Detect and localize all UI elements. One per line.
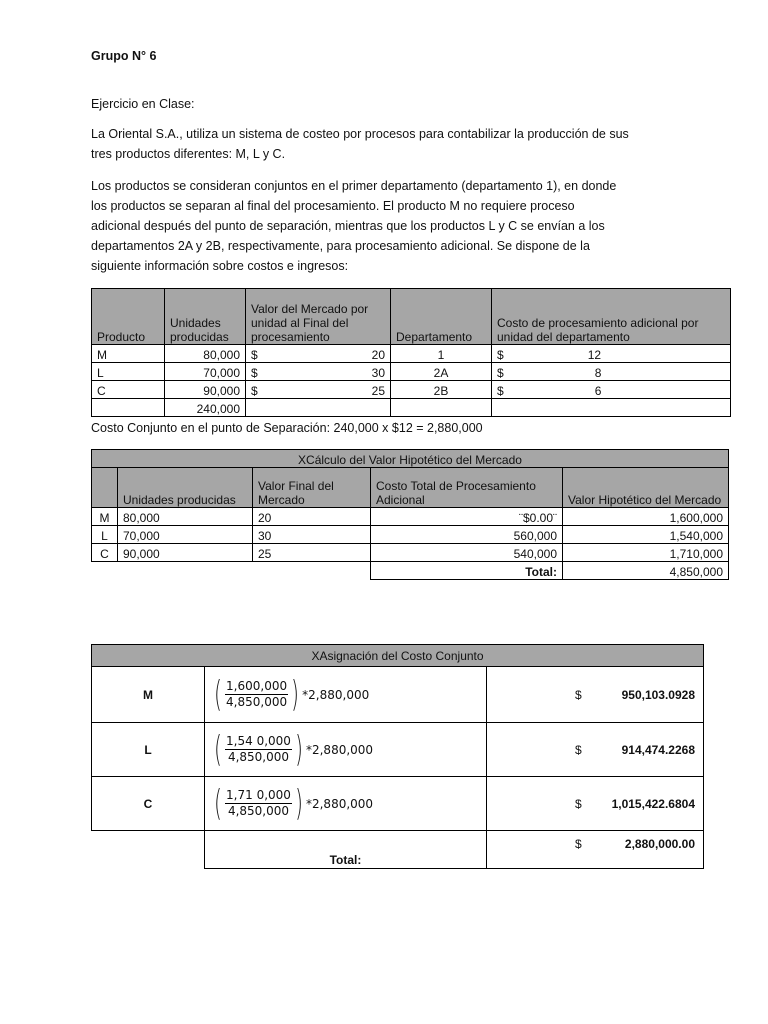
cell-valor-final: 20 — [253, 508, 371, 526]
cell-allocated — [487, 723, 704, 777]
denominator: 4,850,000 — [226, 695, 288, 709]
cell-costo — [492, 363, 731, 381]
numerator: 1,54 0,000 — [226, 734, 291, 748]
allocation-formula — [211, 728, 374, 770]
allocated-amount: 950,103.0928 — [621, 687, 695, 702]
total-value: 4,850,000 — [563, 562, 729, 580]
table-header-row — [92, 289, 731, 345]
right-paren: ) — [295, 782, 303, 824]
cell-unidades: 70,000 — [165, 363, 246, 381]
allocated-amount: 1,015,422.6804 — [611, 796, 695, 811]
cell-allocated — [487, 777, 704, 831]
currency-symbol: $ — [575, 742, 582, 757]
cell-formula — [205, 667, 487, 723]
cell-valor — [246, 381, 391, 399]
cell-allocated — [487, 667, 704, 723]
fraction — [225, 734, 292, 765]
header-costo-adicional: Costo de procesamiento adicional por unidad del departamento — [492, 289, 731, 345]
table-row — [92, 667, 704, 723]
header-valor-hipotetico: Valor Hipotético del Mercado — [563, 468, 729, 508]
cell-costo-total: 540,000 — [371, 544, 563, 562]
cell-producto: C — [92, 381, 165, 399]
header-departamento: Departamento — [391, 289, 492, 345]
allocated-amount: 914,474.2268 — [621, 742, 695, 757]
description-line: adicional después del punto de separación, mientras que los productos L y C se envían a los — [91, 219, 605, 233]
empty-cell — [492, 399, 731, 417]
cell-producto: M — [92, 508, 118, 526]
table-row — [92, 363, 731, 381]
cell-valor-hipotetico: 1,540,000 — [563, 526, 729, 544]
cell-valor-final: 30 — [253, 526, 371, 544]
document-heading: Grupo N° 6 — [91, 49, 157, 63]
total-label: Total: — [205, 831, 487, 869]
numerator: 1,71 0,000 — [226, 788, 291, 802]
currency-symbol: $ — [251, 348, 258, 362]
description-paragraph — [91, 176, 616, 276]
empty-cell — [92, 399, 165, 417]
total-label: Total: — [371, 562, 563, 580]
table-title-row — [92, 645, 704, 667]
cell-valor — [246, 363, 391, 381]
multiplier: *2,880,000 — [305, 796, 374, 811]
costo-amount: 12 — [587, 348, 602, 362]
exercise-heading: Ejercicio en Clase: — [91, 97, 195, 111]
joint-cost-line: Costo Conjunto en el punto de Separación: 240,000 x $12 = 2,880,000 — [91, 421, 483, 435]
cell-formula — [205, 723, 487, 777]
description-line: Los productos se consideran conjuntos en el primer departamento (departamento 1), en donde — [91, 179, 617, 193]
empty-cell — [92, 468, 118, 508]
header-valor-final: Valor Final del Mercado — [253, 468, 371, 508]
right-paren: ) — [291, 673, 300, 715]
cell-unidades: 80,000 — [118, 508, 253, 526]
cell-unidades: 90,000 — [118, 544, 253, 562]
cell-formula — [205, 777, 487, 831]
cell-valor-hipotetico: 1,600,000 — [563, 508, 729, 526]
table-row — [92, 508, 729, 526]
header-valor-mercado: Valor del Mercado por unidad al Final del procesamiento — [246, 289, 391, 345]
right-paren: ) — [295, 728, 303, 770]
intro-line: tres productos diferentes: M, L y C. — [91, 147, 286, 161]
cell-producto: C — [92, 777, 205, 831]
hypothetical-market-value-table — [91, 449, 729, 580]
total-value: 2,880,000.00 — [624, 837, 695, 851]
currency-symbol: $ — [251, 366, 258, 380]
empty-cell — [92, 831, 205, 869]
table-total-row — [92, 399, 731, 417]
cell-costo-total: ¨$0.00¨ — [371, 508, 563, 526]
cell-departamento: 2A — [391, 363, 492, 381]
intro-paragraph — [91, 124, 629, 164]
valor-amount: 20 — [371, 348, 385, 362]
intro-line: La Oriental S.A., utiliza un sistema de costeo por procesos para contabilizar la producción de sus — [91, 127, 629, 141]
cell-departamento: 1 — [391, 345, 492, 363]
left-paren: ( — [214, 728, 222, 770]
multiplier: *2,880,000 — [305, 742, 374, 757]
table-row — [92, 345, 731, 363]
table-row — [92, 544, 729, 562]
cell-producto: M — [92, 667, 205, 723]
cell-costo — [492, 345, 731, 363]
header-producto: Producto — [92, 289, 165, 345]
cell-total-units: 240,000 — [165, 399, 246, 417]
cell-departamento: 2B — [391, 381, 492, 399]
cell-costo-total: 560,000 — [371, 526, 563, 544]
left-paren: ( — [214, 673, 222, 715]
cell-total — [487, 831, 704, 869]
table-total-row — [92, 562, 729, 580]
cell-costo — [492, 381, 731, 399]
table-header-row — [92, 468, 729, 508]
table-total-row — [92, 831, 704, 869]
cell-unidades: 70,000 — [118, 526, 253, 544]
table-row — [92, 381, 731, 399]
empty-cell — [391, 399, 492, 417]
table-row — [92, 723, 704, 777]
product-info-table — [91, 288, 731, 417]
denominator: 4,850,000 — [227, 750, 290, 764]
header-costo-total: Costo Total de Procesamiento Adicional — [371, 468, 563, 508]
fraction — [225, 679, 288, 710]
currency-symbol: $ — [497, 348, 504, 362]
multiplier: *2,880,000 — [302, 687, 370, 702]
valor-amount: 30 — [371, 366, 385, 380]
costo-amount: 8 — [594, 366, 602, 380]
description-line: departamentos 2A y 2B, respectivamente, para procesamiento adicional. Se dispone de la — [91, 239, 590, 253]
left-paren: ( — [214, 782, 222, 824]
costo-amount: 6 — [594, 384, 602, 398]
cell-producto: L — [92, 526, 118, 544]
table-row — [92, 526, 729, 544]
table-row — [92, 777, 704, 831]
numerator: 1,600,000 — [226, 679, 288, 693]
joint-cost-allocation-table — [91, 644, 704, 869]
table-title-row — [92, 450, 729, 468]
cell-unidades: 80,000 — [165, 345, 246, 363]
empty-cell — [92, 562, 371, 580]
currency-symbol: $ — [575, 687, 582, 702]
cell-producto: L — [92, 723, 205, 777]
header-unidades: Unidades producidas — [165, 289, 246, 345]
cell-producto: C — [92, 544, 118, 562]
cell-valor-final: 25 — [253, 544, 371, 562]
currency-symbol: $ — [497, 384, 504, 398]
denominator: 4,850,000 — [227, 804, 290, 818]
currency-symbol: $ — [497, 366, 504, 380]
fraction — [225, 788, 292, 819]
cell-producto: L — [92, 363, 165, 381]
table-title: XAsignación del Costo Conjunto — [92, 645, 704, 667]
header-unidades: Unidades producidas — [118, 468, 253, 508]
allocation-formula — [211, 673, 370, 715]
empty-cell — [246, 399, 391, 417]
valor-amount: 25 — [371, 384, 385, 398]
cell-valor — [246, 345, 391, 363]
cell-unidades: 90,000 — [165, 381, 246, 399]
description-line: los productos se separan al final del procesamiento. El producto M no requiere proceso — [91, 199, 575, 213]
currency-symbol: $ — [575, 837, 582, 851]
table-title: XCálculo del Valor Hipotético del Mercado — [92, 450, 729, 468]
currency-symbol: $ — [251, 384, 258, 398]
currency-symbol: $ — [575, 796, 582, 811]
cell-valor-hipotetico: 1,710,000 — [563, 544, 729, 562]
cell-producto: M — [92, 345, 165, 363]
allocation-formula — [211, 782, 374, 824]
description-line: siguiente información sobre costos e ingresos: — [91, 259, 349, 273]
